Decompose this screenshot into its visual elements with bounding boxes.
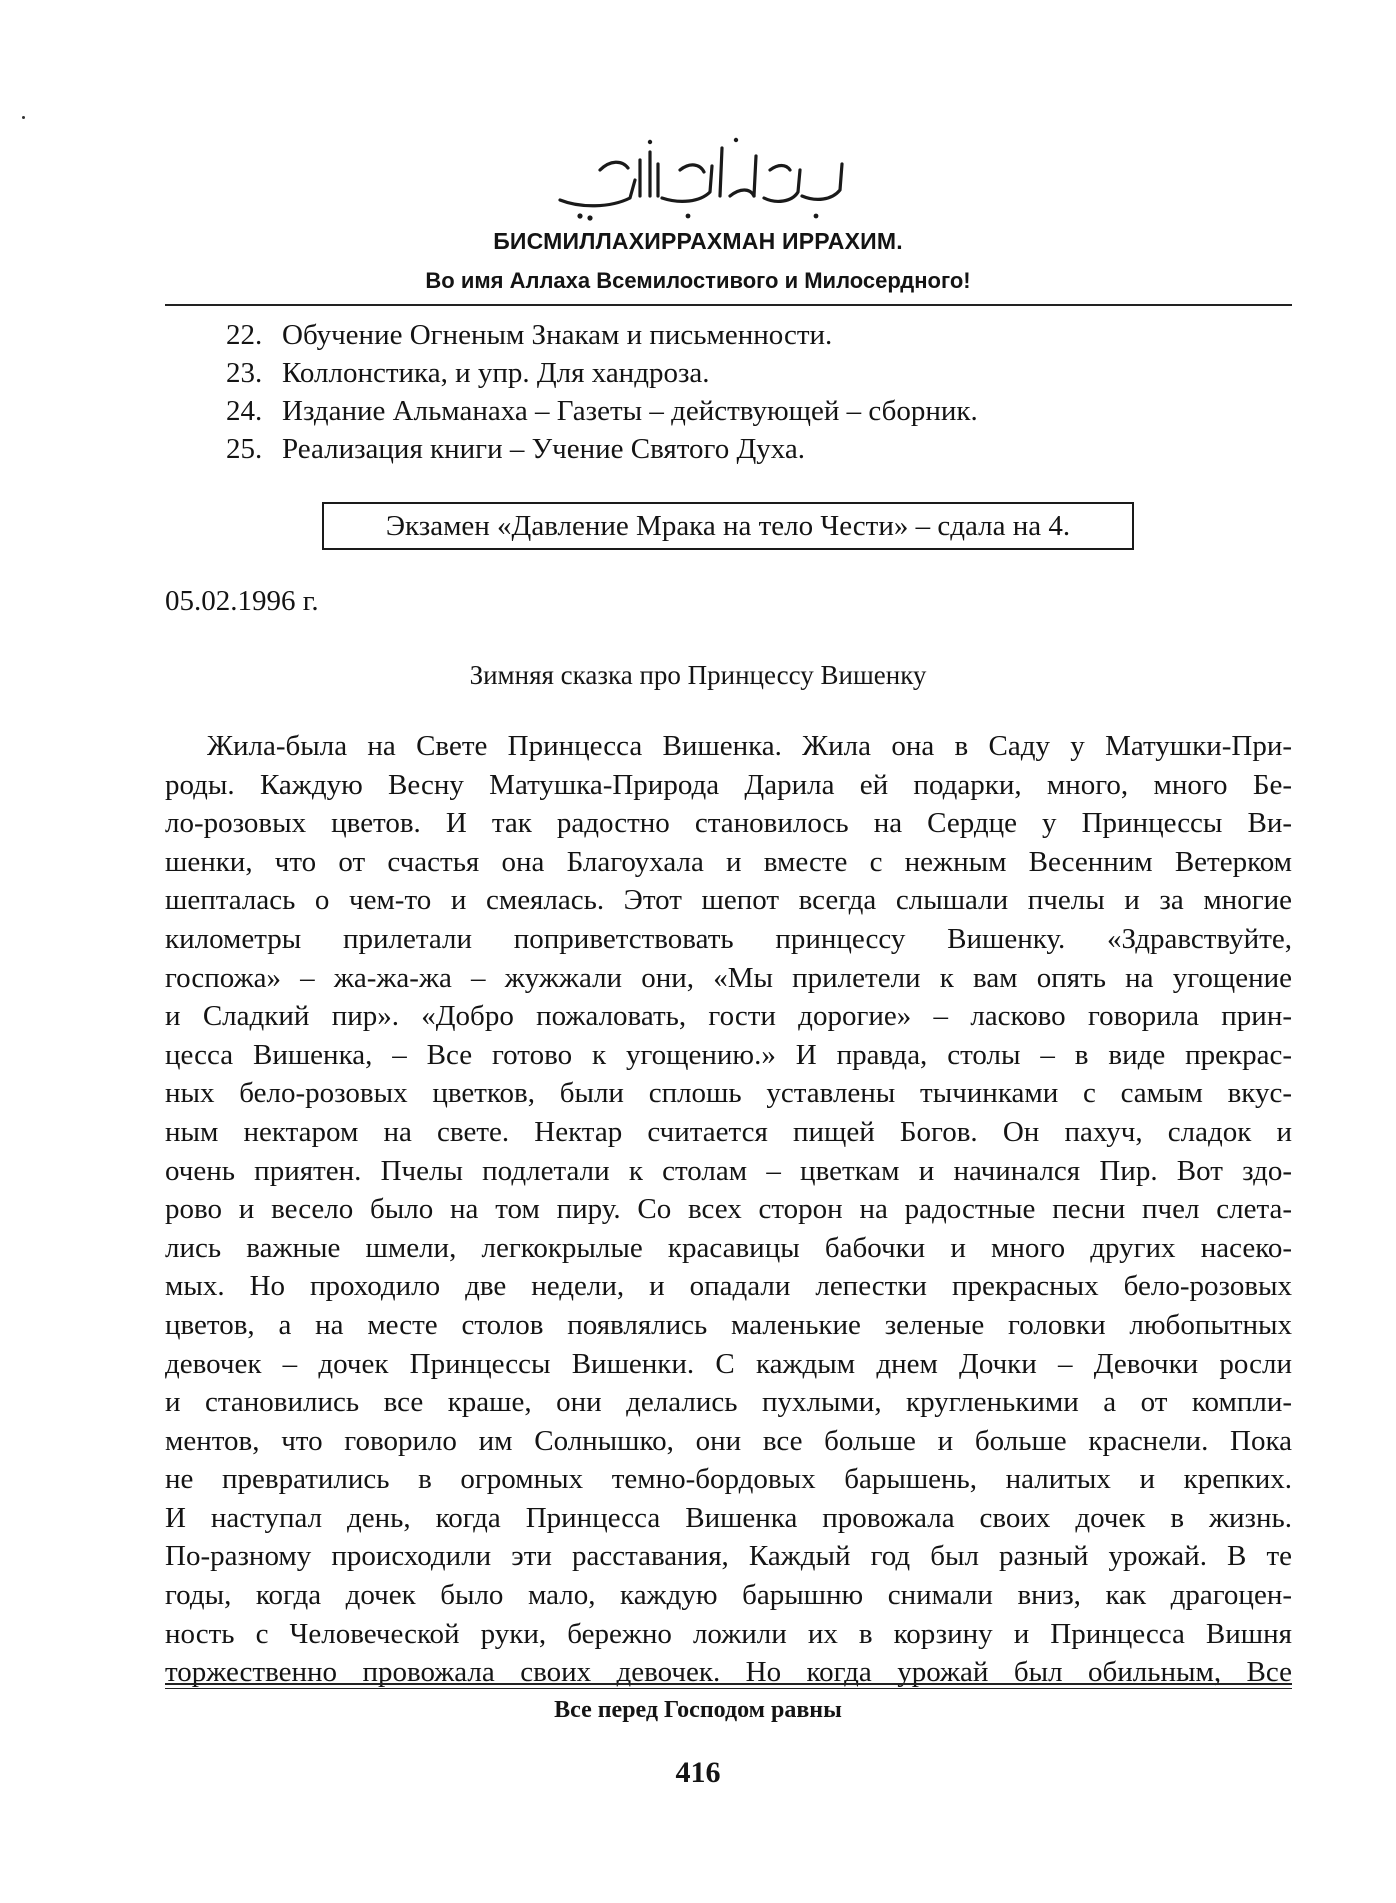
story-line: ло-розовых цветов. И так радостно становилось на Сердце у Принцессы Ви- bbox=[165, 807, 1292, 840]
list-item-text: Обучение Огненым Знакам и письменности. bbox=[282, 319, 833, 351]
story-line: шенки, что от счастья она Благоухала и вместе с нежным Весенним Ветерком bbox=[165, 845, 1292, 878]
list-item-text: Реализация книги – Учение Святого Духа. bbox=[282, 433, 805, 465]
list-item bbox=[226, 316, 978, 354]
story-line: ность с Человеческой руки, бережно ложили их в корзину и Принцесса Вишня bbox=[165, 1617, 1292, 1650]
list-item bbox=[226, 354, 978, 392]
story-body bbox=[165, 727, 1292, 1692]
exam-note-box: Экзамен «Давление Мрака на тело Чести» – сдала на 4. bbox=[322, 502, 1134, 550]
story-line: ным нектаром на свете. Нектар считается пищей Богов. Он пахуч, сладок и bbox=[165, 1115, 1292, 1148]
story-line: километры прилетали поприветствовать принцессу Вишенку. «Здравствуйте, bbox=[165, 922, 1292, 955]
story-line: не превратились в огромных темно-бордовых барышень, налитых и крепких. bbox=[165, 1463, 1292, 1496]
story-line: рово и весело было на том пиру. Со всех сторон на радостные песни пчел слета- bbox=[165, 1193, 1292, 1226]
footer-divider bbox=[165, 1683, 1292, 1685]
story-line: По-разному происходили эти расставания, Каждый год был разный урожай. В те bbox=[165, 1540, 1292, 1573]
story-line: ных бело-розовых цветков, были сплошь уставлены тычинками с самым вкус- bbox=[165, 1077, 1292, 1110]
story-line: торжественно провожала своих девочек. Но когда урожай был обильным, Все bbox=[165, 1656, 1292, 1689]
story-line: цесса Вишенка, – Все готово к угощению.» И правда, столы – в виде прекрас- bbox=[165, 1038, 1292, 1071]
basmala-calligraphy bbox=[540, 130, 860, 230]
story-line: Жила-была на Свете Принцесса Вишенка. Жила она в Саду у Матушки-При- bbox=[207, 730, 1292, 762]
story-line: И наступал день, когда Принцесса Вишенка провожала своих дочек в жизнь. bbox=[165, 1501, 1292, 1534]
list-item-number: 22. bbox=[226, 319, 263, 351]
list-item-text: Издание Альманаха – Газеты – действующей – сборник. bbox=[282, 395, 978, 427]
list-item-number: 25. bbox=[226, 433, 263, 465]
story-line: очень приятен. Пчелы подлетали к столам – цветкам и начинался Пир. Вот здо- bbox=[165, 1154, 1292, 1187]
story-line: шепталась о чем-то и смеялась. Этот шепот всегда слышали пчелы и за многие bbox=[165, 884, 1292, 917]
story-line: и Сладкий пир». «Добро пожаловать, гости дорогие» – ласково говорила прин- bbox=[165, 1000, 1292, 1033]
story-line: ментов, что говорило им Солнышко, они все больше и больше краснели. Пока bbox=[165, 1424, 1292, 1457]
story-line: цветов, а на месте столов появлялись маленькие зеленые головки любопытных bbox=[165, 1308, 1292, 1341]
page-number: 416 bbox=[675, 1756, 721, 1789]
numbered-list bbox=[226, 316, 978, 468]
story-line: роды. Каждую Весну Матушка-Природа Дарила ей подарки, много, много Бе- bbox=[165, 768, 1292, 801]
running-footer: Все перед Господом равны bbox=[554, 1697, 842, 1723]
header-divider bbox=[165, 304, 1292, 306]
story-line: госпожа» – жа-жа-жа – жужжали они, «Мы прилетели к вам опять на угощение bbox=[165, 961, 1292, 994]
list-item-number: 24. bbox=[226, 395, 263, 427]
story-line: лись важные шмели, легкокрылые красавицы бабочки и много других насеко- bbox=[165, 1231, 1292, 1264]
footer-divider-thin bbox=[165, 1688, 1292, 1689]
scan-speck bbox=[22, 116, 25, 119]
list-item bbox=[226, 392, 978, 430]
story-line: годы, когда дочек было мало, каждую барышню снимали вниз, как драгоцен- bbox=[165, 1579, 1292, 1612]
header-subtitle: Во имя Аллаха Всемилостивого и Милосердного! bbox=[425, 268, 971, 293]
list-item bbox=[226, 430, 978, 468]
story-title: Зимняя сказка про Принцессу Вишенку bbox=[469, 660, 927, 690]
story-line: и становились все краше, они делались пухлыми, кругленькими а от компли- bbox=[165, 1386, 1292, 1419]
basmala-calligraphy-drawing bbox=[540, 130, 860, 230]
story-line: мых. Но проходило две недели, и опадали лепестки прекрасных бело-розовых bbox=[165, 1270, 1292, 1303]
header-title: БИСМИЛЛАХИРРАХМАН ИРРАХИМ. bbox=[493, 228, 903, 254]
story-line: девочек – дочек Принцессы Вишенки. С каждым днем Дочки – Девочки росли bbox=[165, 1347, 1292, 1380]
entry-date: 05.02.1996 г. bbox=[165, 585, 319, 617]
list-item-text: Коллонстика, и упр. Для хандроза. bbox=[282, 357, 710, 389]
list-item-number: 23. bbox=[226, 357, 263, 389]
